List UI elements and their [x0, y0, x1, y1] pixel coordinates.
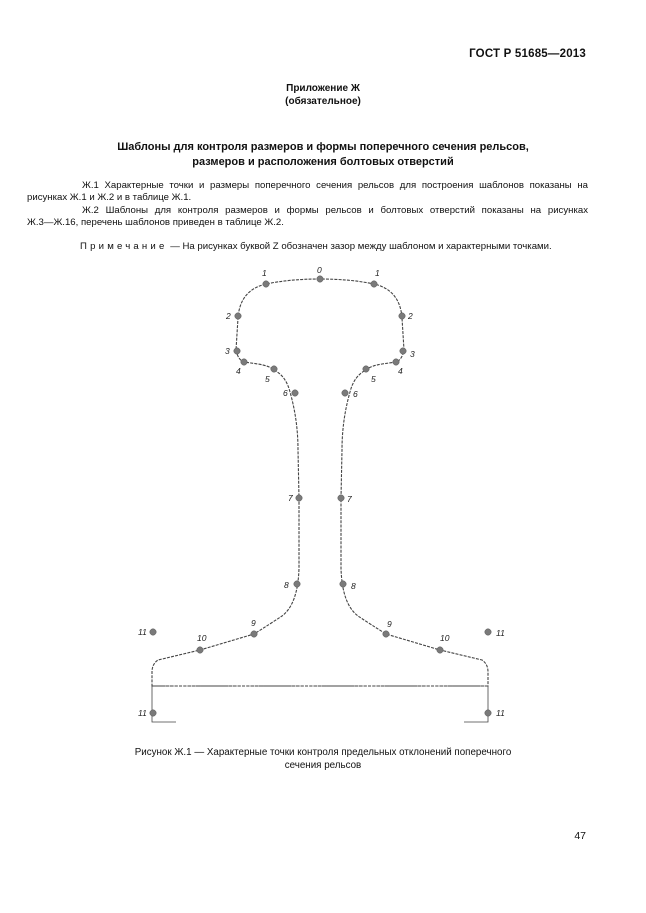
- control-point-10-left: [197, 647, 203, 653]
- label-1-left: 1: [262, 268, 267, 278]
- label-3-right: 3: [410, 349, 415, 359]
- rail-outline: [152, 279, 488, 686]
- control-point-5-left: [271, 366, 277, 372]
- control-point-11-left-top: [150, 629, 156, 635]
- paragraph-zh1-line1: Ж.1 Характерные точки и размеры поперечного сечения рельсов для построения шаблонов показаны на: [82, 180, 588, 191]
- control-point-11-right-top: [485, 629, 491, 635]
- label-4-right: 4: [398, 366, 403, 376]
- control-point-2-right: [399, 313, 405, 319]
- label-9-right: 9: [387, 619, 392, 629]
- label-5-right: 5: [371, 374, 376, 384]
- control-point-11-right-bottom: [485, 710, 491, 716]
- control-point-5-right: [363, 366, 369, 372]
- label-7-left: 7: [288, 493, 293, 503]
- control-point-4-right: [393, 359, 399, 365]
- label-11-left-bottom: 11: [138, 708, 147, 718]
- control-point-8-left: [294, 581, 300, 587]
- label-11-right-bottom: 11: [496, 708, 505, 718]
- control-point-11-left-bottom: [150, 710, 156, 716]
- control-point-3-left: [234, 348, 240, 354]
- control-point-3-right: [400, 348, 406, 354]
- control-point-2-left: [235, 313, 241, 319]
- control-point-10-right: [437, 647, 443, 653]
- label-1-right: 1: [375, 268, 380, 278]
- section-title-line1: Шаблоны для контроля размеров и формы поперечного сечения рельсов,: [117, 141, 529, 153]
- label-7-right: 7: [347, 494, 352, 504]
- figure-caption-line2: сечения рельсов: [284, 760, 362, 771]
- label-11-left-top: 11: [138, 627, 147, 637]
- control-point-9-right: [383, 631, 389, 637]
- label-3-left: 3: [225, 346, 230, 356]
- label-0: 0: [317, 265, 322, 275]
- label-2-right: 2: [408, 311, 413, 321]
- standard-number: ГОСТ Р 51685—2013: [469, 48, 586, 60]
- control-point-6-left: [292, 390, 298, 396]
- label-9-left: 9: [251, 618, 256, 628]
- label-10-right: 10: [440, 633, 450, 643]
- section-title-line2: размеров и расположения болтовых отверстий: [192, 156, 454, 168]
- note-text: — На рисунках буквой Z обозначен зазор между шаблоном и характерными точками.: [167, 241, 552, 252]
- control-point-6-right: [342, 390, 348, 396]
- control-point-8-right: [340, 581, 346, 587]
- label-4-left: 4: [236, 366, 241, 376]
- control-point-7-right: [338, 495, 344, 501]
- label-8-left: 8: [284, 580, 289, 590]
- left-reference-corner: [152, 686, 176, 722]
- label-5-left: 5: [265, 374, 270, 384]
- control-point-0: [317, 276, 323, 282]
- paragraph-zh1-line2: рисунках Ж.1 и Ж.2 и в таблице Ж.1.: [27, 192, 192, 204]
- right-reference-corner: [464, 686, 488, 722]
- note-label: Примечание: [80, 241, 168, 252]
- label-10-left: 10: [197, 633, 207, 643]
- paragraph-zh2-line1: Ж.2 Шаблоны для контроля размеров и формы рельсов и болтовых отверстий показаны на рисунках: [82, 205, 588, 216]
- label-8-right: 8: [351, 581, 356, 591]
- paragraph-zh2-line2: Ж.3—Ж.16, перечень шаблонов приведен в таблице Ж.2.: [27, 217, 284, 229]
- control-point-1-right: [371, 281, 377, 287]
- figure-caption-line1: Рисунок Ж.1 — Характерные точки контроля предельных отклонений поперечного: [134, 747, 512, 758]
- control-point-9-left: [251, 631, 257, 637]
- label-6-right: 6: [353, 389, 358, 399]
- appendix-title: Приложение Ж: [286, 83, 360, 94]
- label-6-left: 6: [283, 388, 288, 398]
- control-point-4-left: [241, 359, 247, 365]
- control-point-1-left: [263, 281, 269, 287]
- page-number: 47: [574, 830, 586, 842]
- figure-caption: [0, 746, 646, 772]
- label-2-left: 2: [226, 311, 231, 321]
- label-11-right-top: 11: [496, 628, 505, 638]
- appendix-status: (обязательное): [285, 96, 361, 107]
- control-point-7-left: [296, 495, 302, 501]
